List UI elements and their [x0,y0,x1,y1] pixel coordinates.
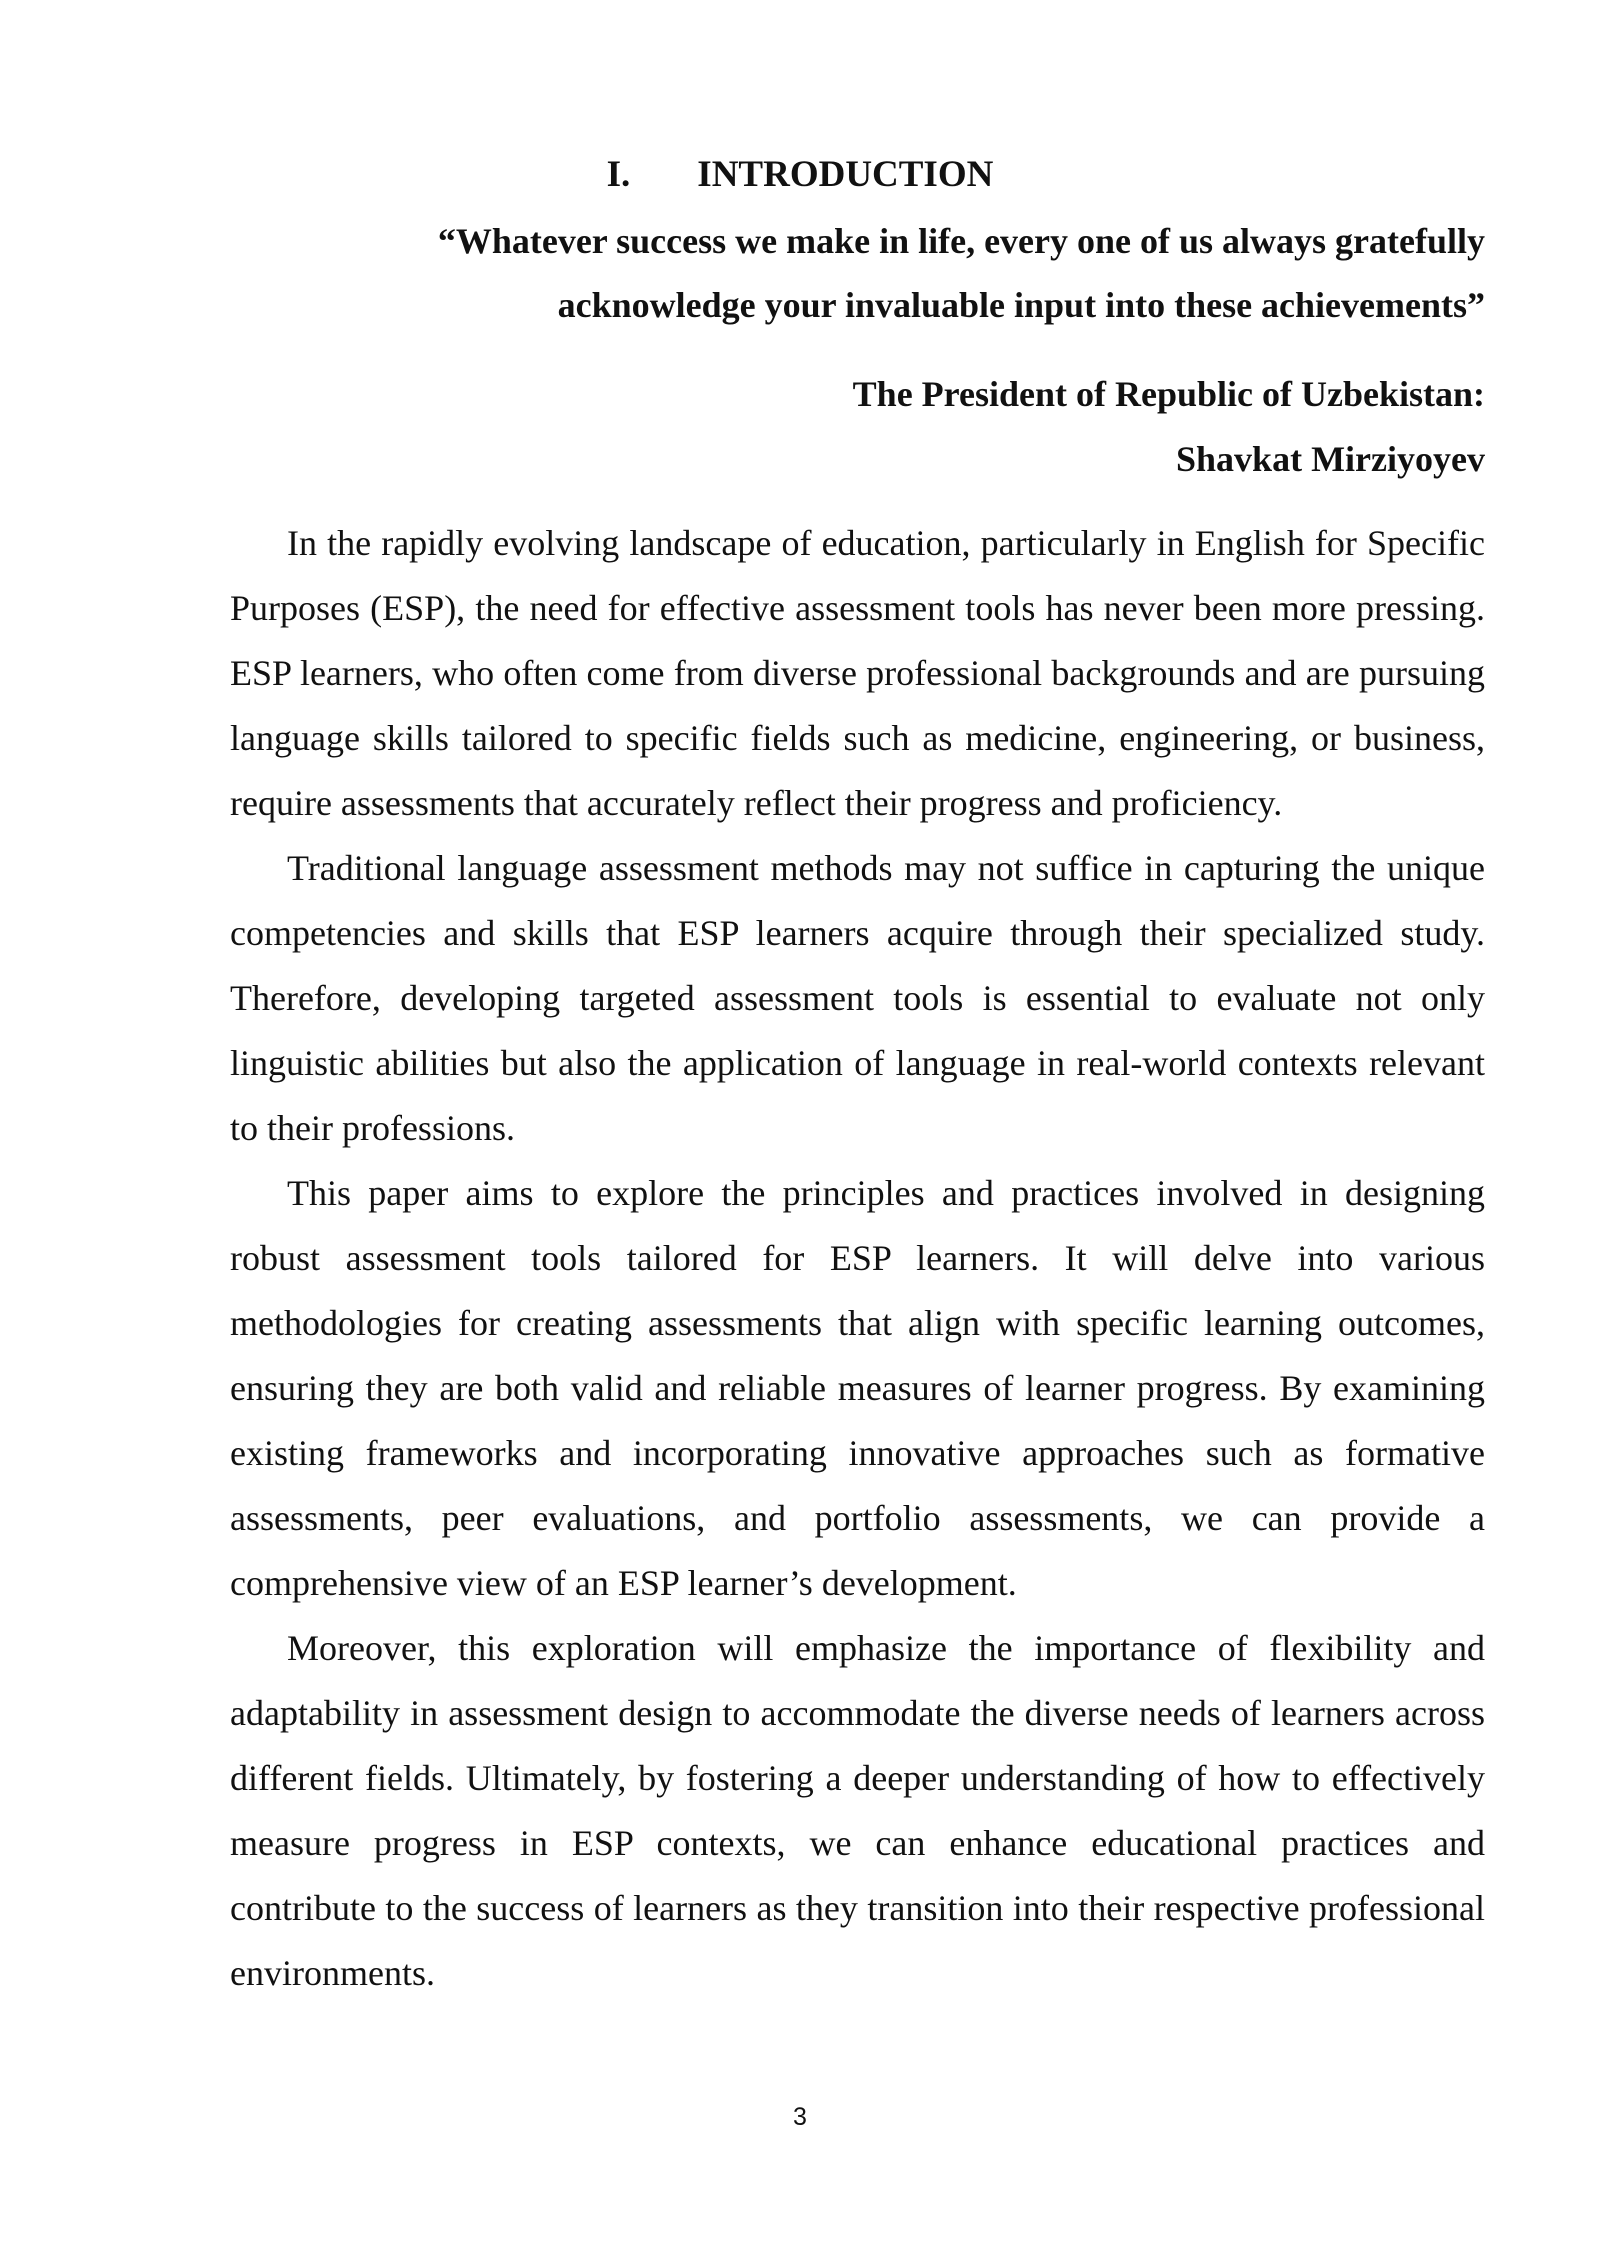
page-number: 3 [793,2103,807,2131]
body-paragraph: Traditional language assessment methods may not suffice in capturing the unique competencies and skills that ESP learners acquire through their specialized study. Therefore, developing targeted assessment tools is essential to evaluate not only linguistic abilities but also the application of language in real-world contexts relevant to their professions. [230,848,1485,1148]
body-paragraph: Moreover, this exploration will emphasize the importance of flexibility and adaptability in assessment design to accommodate the diverse needs of learners across different fields. Ultimately, by fostering a deeper understanding of how to effectively measure progress in ESP contexts, we can enhance educational practices and contribute to the success of learners as they transition into their respective professional environments. [230,1628,1485,1993]
epigraph-line: “Whatever success we make in life, every one of us always gratefully [437,221,1485,261]
body-paragraph: In the rapidly evolving landscape of education, particularly in English for Specific Purposes (ESP), the need for effective assessment tools has never been more pressing. ESP learners, who often come from diverse professional backgrounds and are pursuing language skills tailored to specific fields such as medicine, engineering, or business, require assessments that accurately reflect their progress and proficiency. [230,523,1485,823]
body-text [230,511,1485,2006]
section-number: I. [606,154,631,195]
section-title: INTRODUCTION [697,154,994,195]
attribution-role: The President of Republic of Uzbekistan: [852,374,1485,414]
section-heading [0,150,1600,200]
epigraph-quote [230,209,1485,337]
epigraph-attribution [230,362,1485,492]
epigraph-line: acknowledge your invaluable input into these achievements” [557,285,1485,325]
body-paragraph: This paper aims to explore the principles and practices involved in designing robust assessment tools tailored for ESP learners. It will delve into various methodologies for creating assessments that align with specific learning outcomes, ensuring they are both valid and reliable measures of learner progress. By examining existing frameworks and incorporating innovative approaches such as formative assessments, peer evaluations, and portfolio assessments, we can provide a comprehensive view of an ESP learner’s development. [230,1173,1485,1603]
attribution-name: Shavkat Mirziyoyev [1176,439,1485,479]
